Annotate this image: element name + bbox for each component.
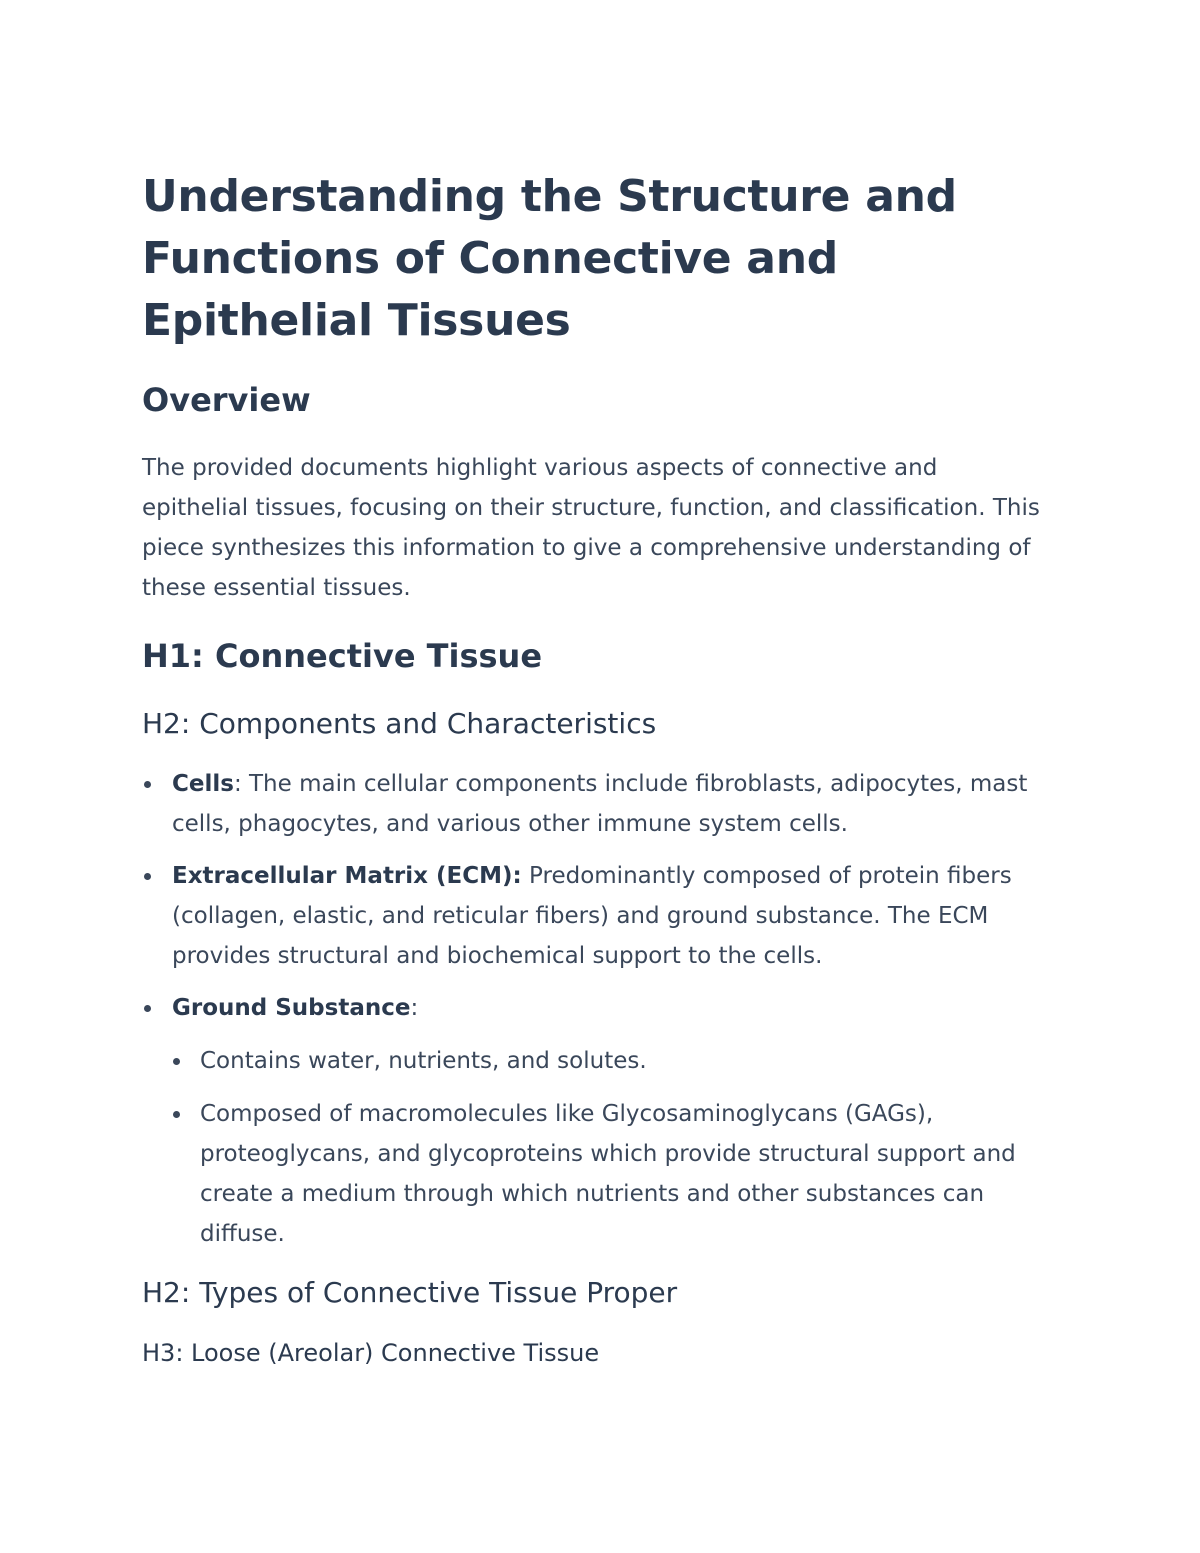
sub-bullet-list <box>142 1094 1052 1254</box>
sub-list-item <box>142 1094 1052 1254</box>
connective-tissue-heading: H1: Connective Tissue <box>142 637 543 675</box>
item-description: The main cellular components include fibroblasts, adipocytes, mast cells, phagocytes, and various other immune system cells. <box>172 771 1028 837</box>
sub-item-text: Contains water, nutrients, and solutes. <box>200 1048 647 1074</box>
item-description: Predominantly composed of protein fibers (collagen, elastic, and reticular fibers) and ground substance. The ECM provides structural and biochemical support to the cells. <box>172 863 1012 969</box>
term-separator: : <box>233 771 242 797</box>
bullet-icon <box>144 1005 151 1012</box>
overview-paragraph: The provided documents highlight various aspects of connective and epithelial tissues, focusing on their structure, function, and classification. This piece synthesizes this information to give a comprehensive understanding of these essential tissues. <box>142 455 1040 601</box>
term-ground-substance: Ground Substance <box>172 995 411 1021</box>
bullet-list-cells <box>142 764 1052 844</box>
bullet-list-ground-substance <box>142 988 1052 1028</box>
bullet-list-ecm <box>142 856 1052 976</box>
list-item <box>142 988 1052 1028</box>
bullet-icon <box>144 873 151 880</box>
bullet-icon <box>173 1111 180 1118</box>
term-cells: Cells <box>172 771 234 797</box>
document-title: Understanding the Structure and Functions of Connective and Epithelial Tissues <box>142 171 957 346</box>
components-heading: H2: Components and Characteristics <box>142 707 657 740</box>
overview-heading: Overview <box>142 381 311 419</box>
sub-bullet-list <box>142 1041 1052 1081</box>
list-item <box>142 764 1052 844</box>
term-separator: : <box>512 863 522 889</box>
list-item <box>142 856 1052 976</box>
term-separator: : <box>410 995 419 1021</box>
bullet-icon <box>173 1058 180 1065</box>
bullet-icon <box>144 781 151 788</box>
term-ecm: Extracellular Matrix (ECM) <box>172 863 513 889</box>
types-heading: H2: Types of Connective Tissue Proper <box>142 1276 678 1309</box>
sub-item-text: Composed of macromolecules like Glycosaminoglycans (GAGs), proteoglycans, and glycoproteins which provide structural support and create a medium through which nutrients and other substances can diffuse. <box>200 1101 1016 1247</box>
loose-areolar-heading: H3: Loose (Areolar) Connective Tissue <box>142 1339 600 1367</box>
sub-list-item <box>142 1041 1052 1081</box>
